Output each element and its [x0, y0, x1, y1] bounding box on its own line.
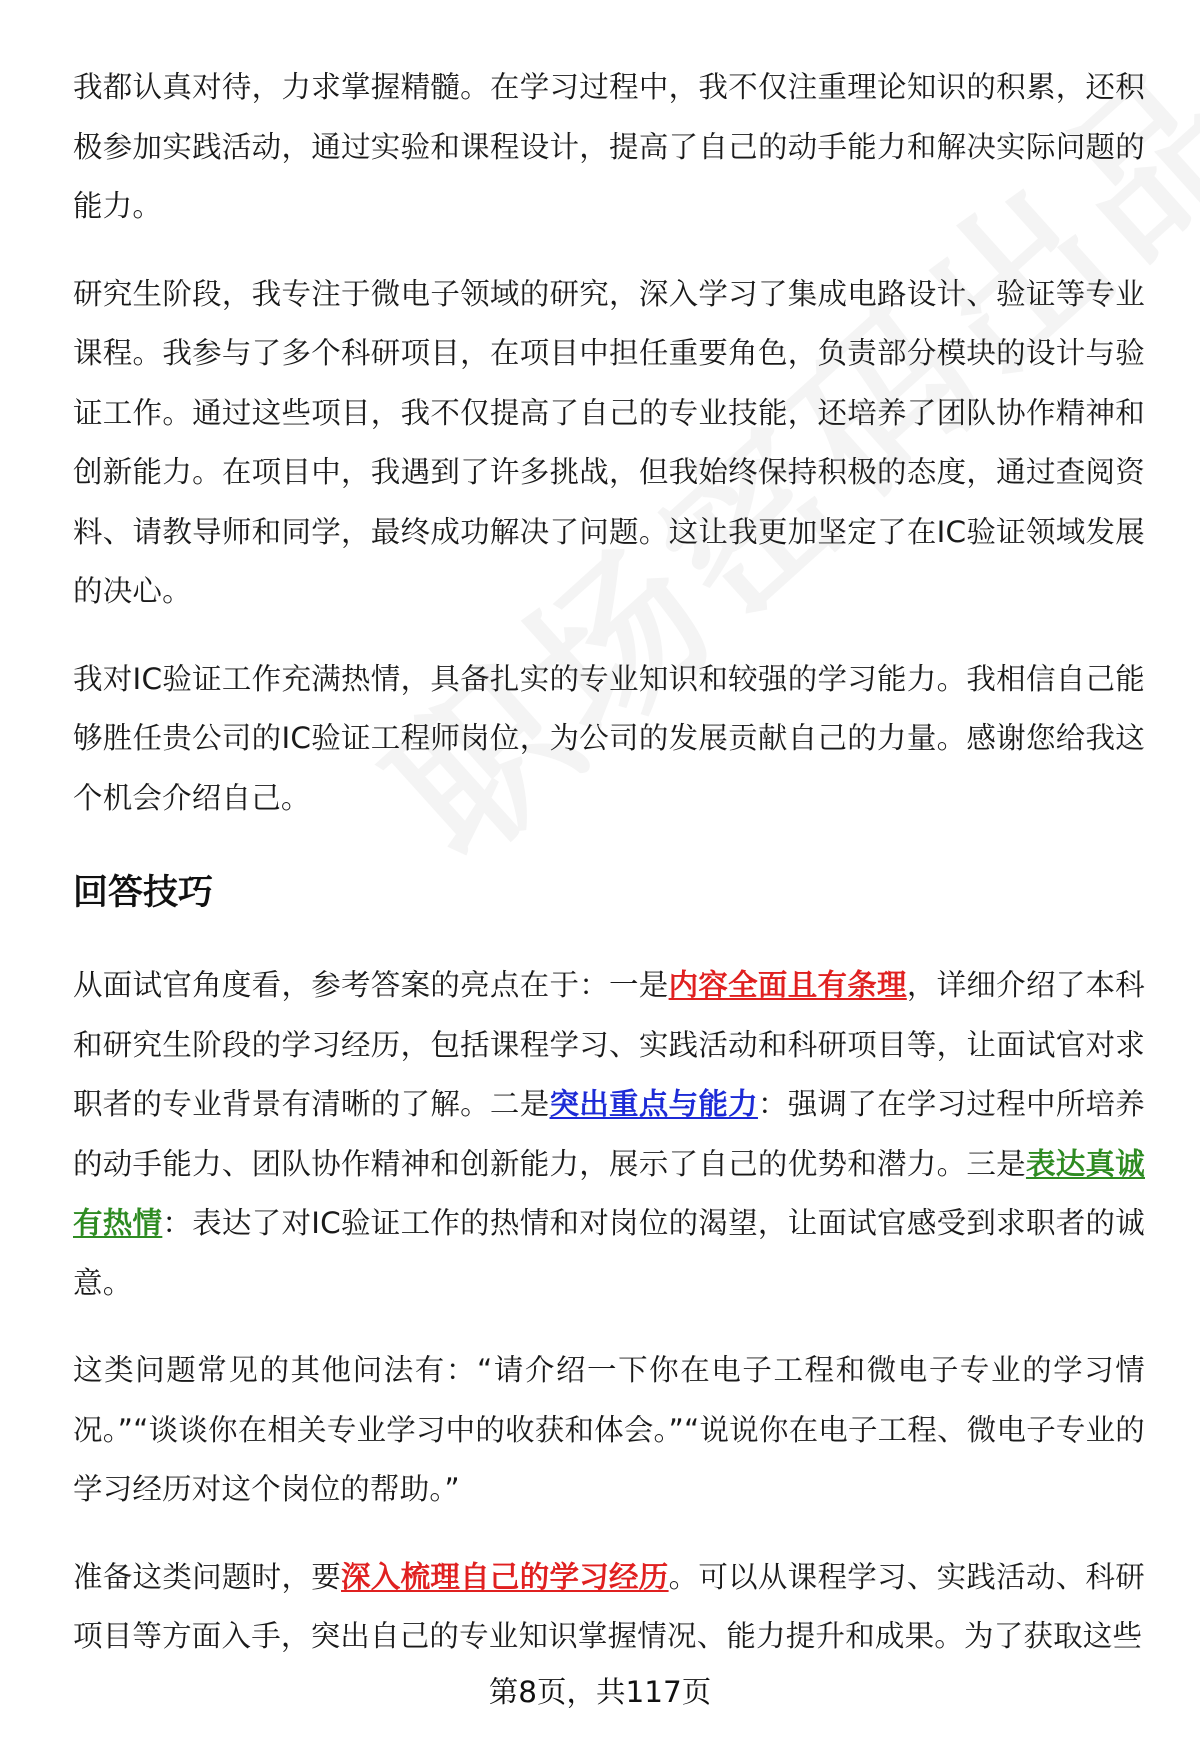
highlight-review-experience: 深入梳理自己的学习经历: [341, 1559, 669, 1594]
text-run: 。可以从课程学习、实践活动、科研项目等方面入手，突出自己的专业知识掌握情况、能力提升和成果。为了获取这些: [73, 1559, 1145, 1653]
highlight-sincere-passion: 表达真诚有热情: [73, 1146, 1145, 1240]
text-run: 准备这类问题时，要: [73, 1559, 342, 1594]
paragraph-graduate-stage: 研究生阶段，我专注于微电子领域的研究，深入学习了集成电路设计、验证等专业课程。我参与了多个科研项目，在项目中担任重要角色，负责部分模块的设计与验证工作。通过这些项目，我不仅提高了自己的专业技能，还培养了团队协作精神和创新能力。在项目中，我遇到了许多挑战，但我始终保持积极的态度，通过查阅资料、请教导师和同学，最终成功解决了问题。这让我更加坚定了在IC验证领域发展的决心。: [73, 276, 1145, 608]
highlight-comprehensive: 内容全面且有条理: [668, 968, 907, 1002]
paragraph-study-attitude: 我都认真对待，力求掌握精髓。在学习过程中，我不仅注重理论知识的积累，还积极参加实践活动，通过实验和课程设计，提高了自己的动手能力和解决实际问题的能力。: [73, 70, 1145, 223]
paragraph-preparation: [73, 1548, 1145, 1667]
paragraph-answer-highlights: [73, 956, 1145, 1313]
text-run: ：表达了对IC验证工作的热情和对岗位的渴望，让面试官感受到求职者的诚意。: [73, 1206, 1145, 1300]
text-run: 从面试官角度看，参考答案的亮点在于：一是: [73, 968, 669, 1002]
text-run: ，详细介绍了本科和研究生阶段的学习经历，包括课程学习、实践活动和科研项目等，让面试官对求职者的专业背景有清晰的了解。二是: [73, 968, 1145, 1121]
text-run: ：强调了在学习过程中所培养的动手能力、团队协作精神和创新能力，展示了自己的优势和潜力。三是: [73, 1087, 1146, 1181]
document-page: [73, 58, 1145, 1667]
highlight-key-abilities: 突出重点与能力: [549, 1087, 758, 1121]
paragraph-alternative-questions: 这类问题常见的其他问法有：“请介绍一下你在电子工程和微电子专业的学习情况。”“谈谈你在相关专业学习中的收获和体会。”“说说你在电子工程、微电子专业的学习经历对这个岗位的帮助。”: [73, 1353, 1145, 1506]
paragraph-passion-closing: 我对IC验证工作充满热情，具备扎实的专业知识和较强的学习能力。我相信自己能够胜任贵公司的IC验证工程师岗位，为公司的发展贡献自己的力量。感谢您给我这个机会介绍自己。: [73, 661, 1145, 815]
section-title: 回答技巧: [73, 873, 214, 913]
page-number-footer: 第8页，共117页: [488, 1675, 712, 1709]
